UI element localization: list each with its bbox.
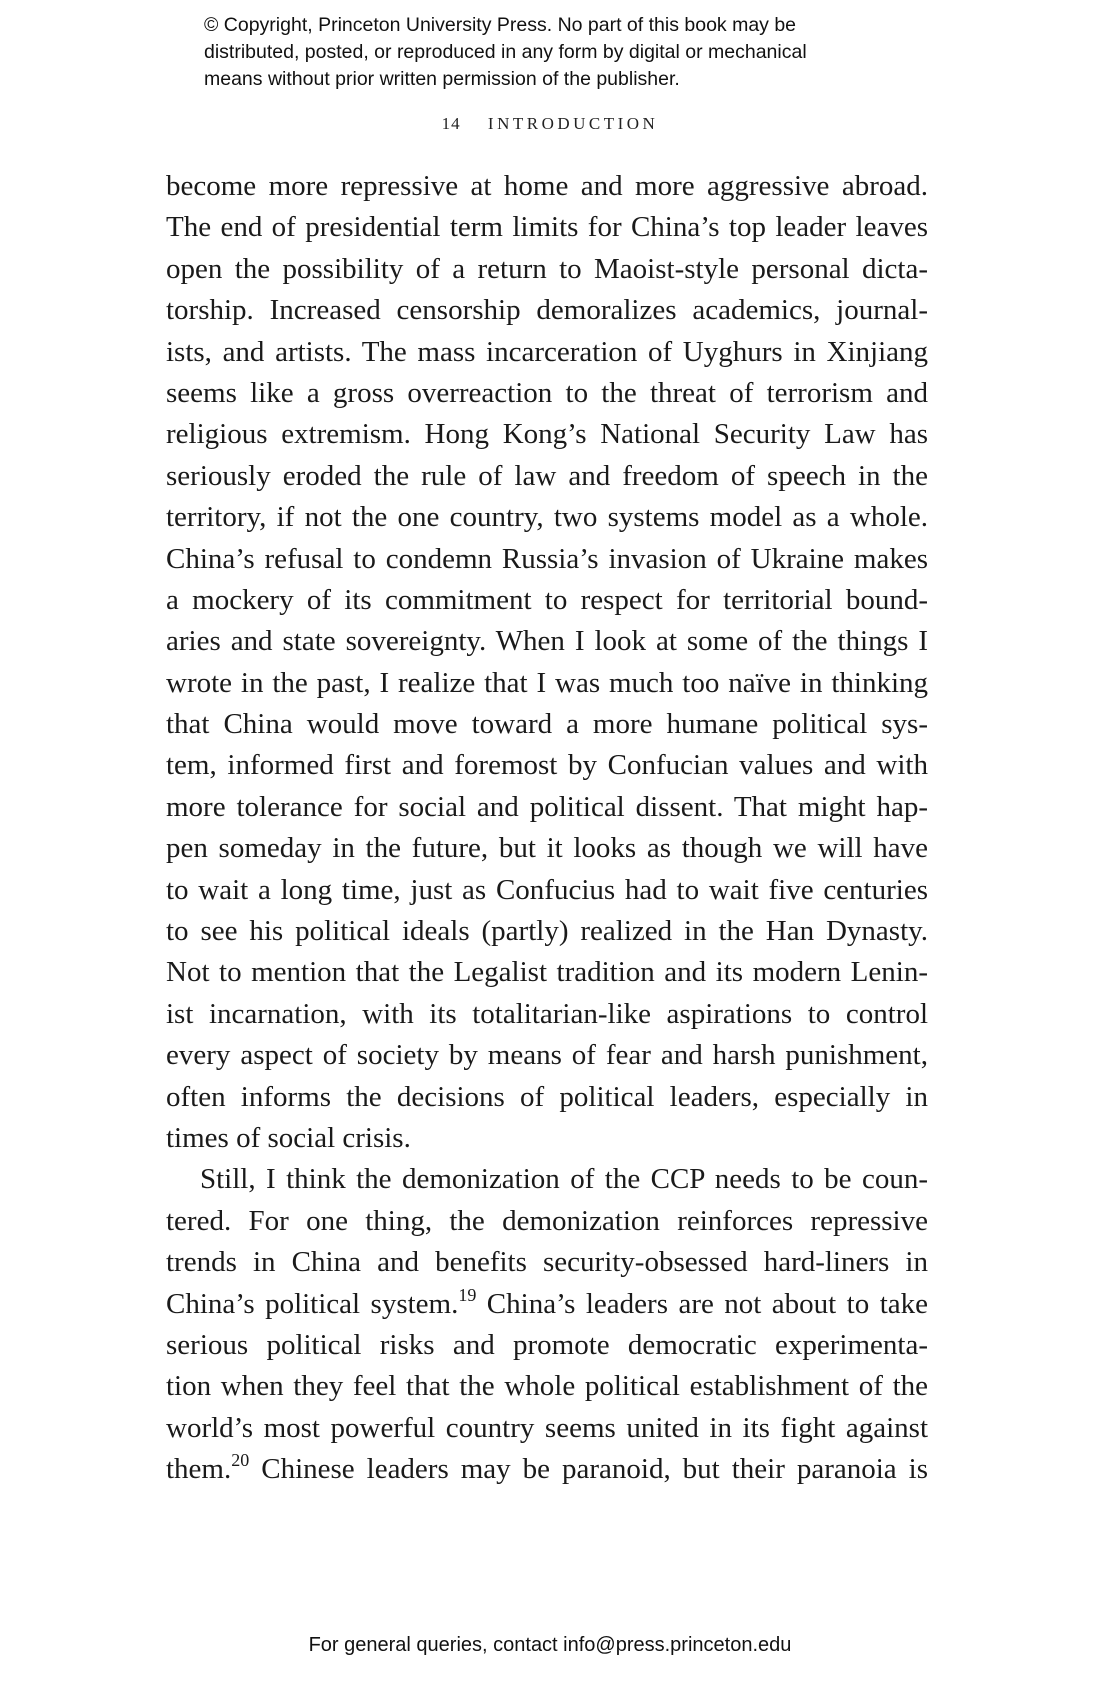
- paragraph: [166, 166, 928, 1159]
- text-line: a mockery of its commitment to respect for territorial bound-: [166, 583, 928, 616]
- section-title: INTRODUCTION: [487, 114, 659, 133]
- text-line: Still, I think the demonization of the CCP needs to be coun-: [200, 1163, 928, 1196]
- text-line: seems like a gross overreaction to the threat of terrorism and: [166, 376, 928, 409]
- text-line: tion when they feel that the whole political establishment of the: [166, 1370, 928, 1403]
- text-line: serious political risks and promote democratic experimenta-: [166, 1328, 928, 1361]
- text-line: ists, and artists. The mass incarceration of Uyghurs in Xinjiang: [166, 335, 928, 368]
- running-head: [0, 114, 1100, 134]
- text-line: every aspect of society by means of fear and harsh punishment,: [166, 1039, 928, 1072]
- text-line: open the possibility of a return to Maoist-style personal dicta-: [166, 252, 928, 285]
- text-line: trends in China and benefits security-obsessed hard-liners in: [166, 1246, 928, 1279]
- text-line: seriously eroded the rule of law and freedom of speech in the: [166, 459, 928, 492]
- text-fragment: them.: [166, 1453, 232, 1486]
- footnote-ref-19[interactable]: 19: [458, 1284, 477, 1305]
- text-fragment: China’s political system.: [166, 1287, 459, 1320]
- copyright-line: distributed, posted, or reproduced in any form by digital or mechanical: [204, 41, 807, 63]
- text-line: more tolerance for social and political dissent. That might hap-: [166, 790, 928, 823]
- copyright-notice: [204, 12, 924, 93]
- text-line: aries and state sovereignty. When I look at some of the things I: [166, 625, 928, 658]
- text-fragment: China’s leaders are not about to take: [476, 1287, 928, 1320]
- copyright-line: © Copyright, Princeton University Press. No part of this book may be: [204, 14, 797, 36]
- text-line: often informs the decisions of political leaders, especially in: [166, 1080, 928, 1113]
- text-line: become more repressive at home and more aggressive abroad.: [166, 170, 928, 202]
- text-line: that China would move toward a more humane political sys-: [166, 708, 928, 741]
- text-line: China’s refusal to condemn Russia’s invasion of Ukraine makes: [166, 542, 928, 575]
- footer-contact: For general queries, contact info@press.princeton.edu: [308, 1634, 792, 1656]
- text-line: [166, 1449, 928, 1490]
- text-line: The end of presidential term limits for China’s top leader leaves: [166, 211, 928, 244]
- page-number: 14: [441, 114, 461, 133]
- text-line: world’s most powerful country seems united in its fight against: [166, 1411, 928, 1444]
- text-line: ist incarnation, with its totalitarian-like aspirations to control: [166, 997, 928, 1030]
- text-line: wrote in the past, I realize that I was much too naïve in thinking: [166, 666, 928, 699]
- text-line: times of social crisis.: [166, 1121, 411, 1154]
- body-text: [166, 166, 928, 1491]
- footnote-ref-20[interactable]: 20: [231, 1450, 250, 1471]
- text-line: torship. Increased censorship demoralizes academics, journal-: [166, 294, 928, 327]
- text-line: religious extremism. Hong Kong’s National Security Law has: [166, 418, 928, 451]
- text-line: territory, if not the one country, two systems model as a whole.: [166, 501, 928, 534]
- text-line: pen someday in the future, but it looks as though we will have: [166, 832, 928, 865]
- copyright-line: means without prior written permission of the publisher.: [204, 68, 680, 90]
- text-line: to see his political ideals (partly) realized in the Han Dynasty.: [166, 915, 928, 948]
- paragraph: [166, 1159, 928, 1490]
- text-line: tered. For one thing, the demonization reinforces repressive: [166, 1204, 928, 1237]
- text-line: tem, informed first and foremost by Confucian values and with: [166, 749, 928, 782]
- text-line: Not to mention that the Legalist tradition and its modern Lenin-: [166, 956, 928, 989]
- text-fragment: Chinese leaders may be paranoid, but their paranoia is: [249, 1453, 928, 1486]
- text-line: to wait a long time, just as Confucius had to wait five centuries: [166, 873, 928, 906]
- text-line: [166, 1284, 928, 1325]
